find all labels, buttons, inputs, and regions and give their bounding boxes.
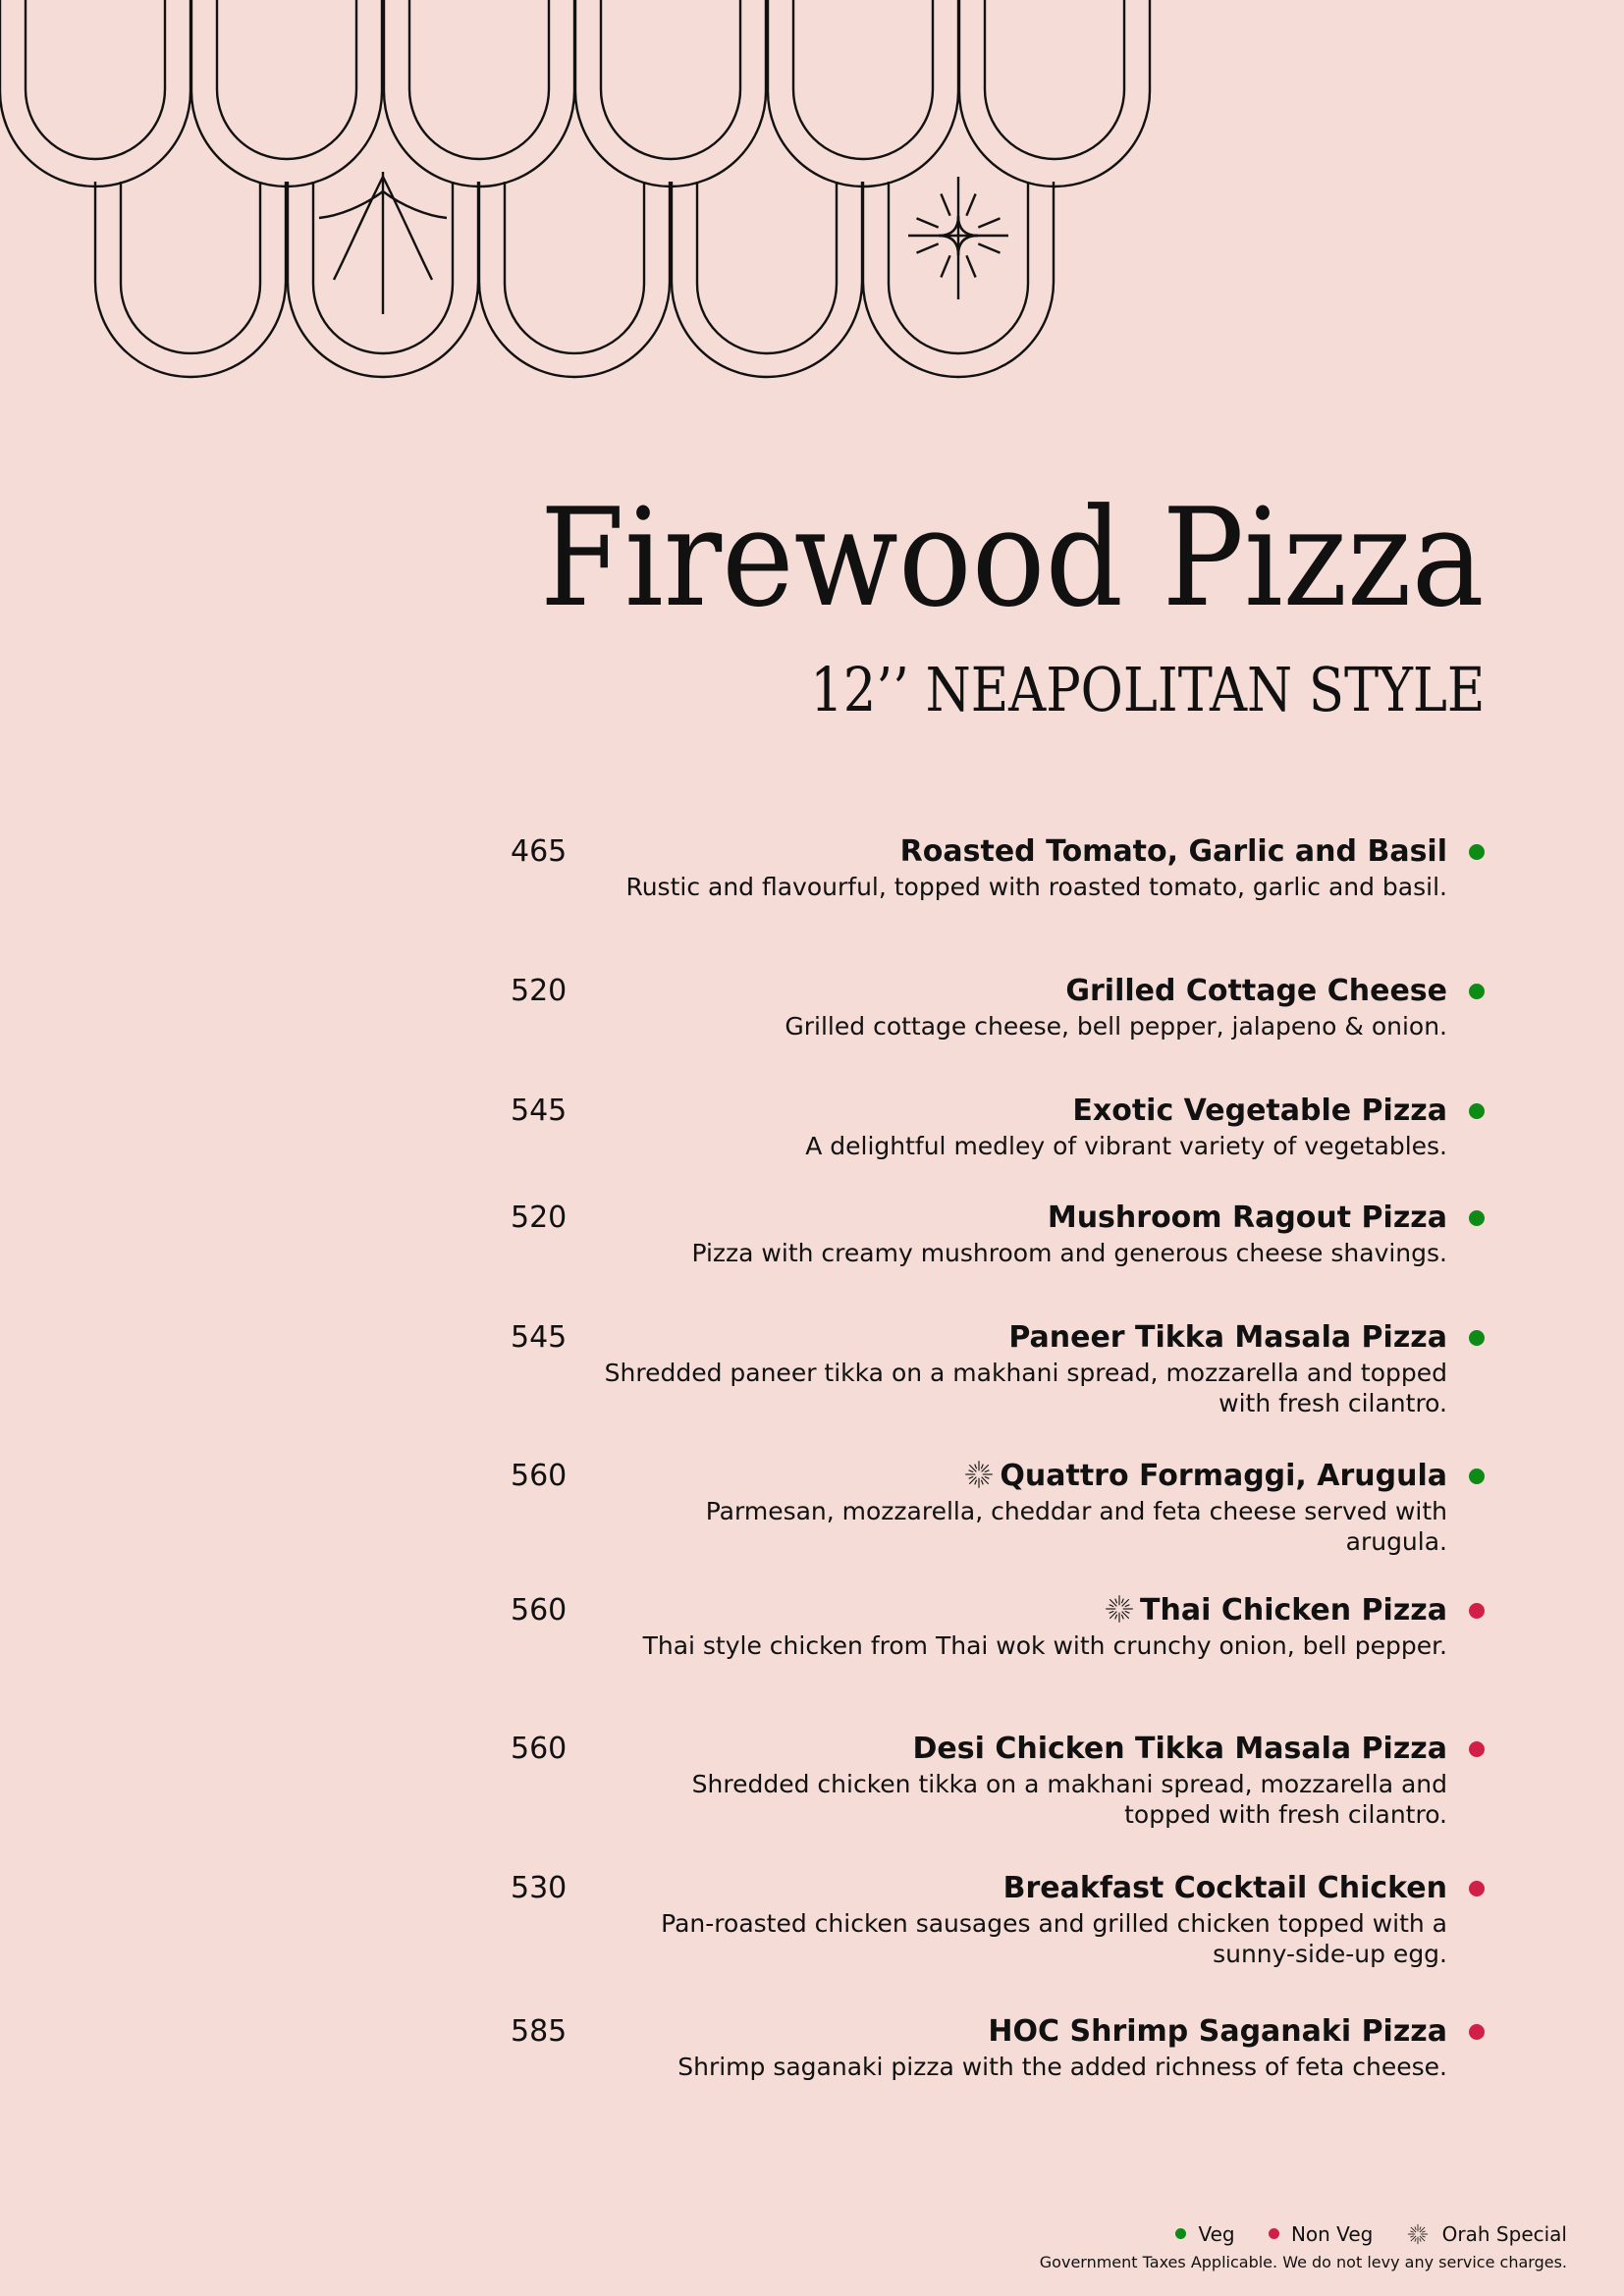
item-price: 560 [511,1593,568,1628]
item-description: Pan-roasted chicken sausages and grilled chicken topped with a sunny-side-up egg. [661,1909,1447,1968]
item-name [1048,1199,1447,1238]
item-description: Parmesan, mozzarella, cheddar and feta cheese served with arugula. [705,1497,1447,1556]
item-name [1105,1591,1447,1630]
item-name-text: Mushroom Ragout Pizza [1047,1201,1447,1235]
starburst-icon [964,1460,994,1489]
item-name [1072,1092,1447,1131]
green-dot-icon [1469,984,1485,999]
red-dot-icon [1469,1881,1485,1896]
legend-special-label: Orah Special [1441,2222,1567,2246]
red-dot-icon [1269,2228,1279,2239]
item-name-text: Grilled Cottage Cheese [1065,974,1447,1008]
item-price: 560 [511,1459,568,1493]
item-name-text: Desi Chicken Tikka Masala Pizza [912,1732,1447,1766]
green-dot-icon [1469,1210,1485,1226]
item-price: 560 [511,1732,568,1766]
item-name [900,832,1447,872]
item-name [1065,972,1447,1011]
item-price: 585 [511,2014,568,2049]
item-price: 545 [511,1094,568,1128]
page-title: Firewood Pizza [540,479,1485,637]
item-description: Grilled cottage cheese, bell pepper, jalapeno & onion. [785,1012,1447,1041]
red-dot-icon [1469,1603,1485,1619]
item-name [964,1457,1447,1496]
green-dot-icon [1469,844,1485,860]
legend-veg-label: Veg [1198,2222,1235,2246]
item-name-text: HOC Shrimp Saganaki Pizza [988,2014,1447,2049]
item-price: 545 [511,1320,568,1355]
item-price: 520 [511,974,568,1008]
legend-non-veg-label: Non Veg [1290,2222,1374,2246]
legend-veg [1175,2220,1234,2248]
footnote: Government Taxes Applicable. We do not levy any service charges. [1039,2253,1567,2271]
item-price: 520 [511,1201,568,1235]
item-name-text: Quattro Formaggi, Arugula [1000,1459,1447,1493]
legend [1148,2220,1567,2248]
green-dot-icon [1469,1330,1485,1346]
item-description: Thai style chicken from Thai wok with crunchy onion, bell pepper. [642,1631,1447,1660]
item-description: Shrimp saganaki pizza with the added richness of feta cheese. [677,2053,1447,2081]
starburst-icon [1407,2223,1429,2245]
item-description: Pizza with creamy mushroom and generous cheese shavings. [691,1239,1447,1267]
item-description: Shredded chicken tikka on a makhani spread, mozzarella and topped with fresh cilantro. [691,1770,1447,1829]
red-dot-icon [1469,1741,1485,1757]
item-name [988,2012,1447,2052]
red-dot-icon [1469,2024,1485,2040]
item-description: Shredded paneer tikka on a makhani spread, mozzarella and topped with fresh cilantro. [604,1359,1447,1417]
item-description: Rustic and flavourful, topped with roasted tomato, garlic and basil. [625,873,1447,901]
item-name-text: Paneer Tikka Masala Pizza [1008,1320,1447,1355]
item-name-text: Breakfast Cocktail Chicken [1002,1871,1447,1905]
item-price: 530 [511,1871,568,1905]
item-name-text: Thai Chicken Pizza [1140,1593,1447,1628]
page-subtitle: 12’’ NEAPOLITAN STYLE [809,654,1485,725]
item-name [1008,1318,1447,1358]
item-description: A delightful medley of vibrant variety of vegetables. [805,1132,1447,1160]
item-name-text: Roasted Tomato, Garlic and Basil [899,834,1447,869]
starburst-icon [1105,1594,1134,1624]
item-price: 465 [511,834,568,869]
item-name [912,1730,1447,1769]
legend-non-veg [1269,2220,1373,2248]
green-dot-icon [1469,1103,1485,1119]
item-name [1003,1869,1447,1908]
item-name-text: Exotic Vegetable Pizza [1072,1094,1447,1128]
green-dot-icon [1175,2228,1186,2239]
arch-pattern-decoration [0,0,1159,393]
legend-special [1407,2220,1567,2248]
green-dot-icon [1469,1468,1485,1484]
